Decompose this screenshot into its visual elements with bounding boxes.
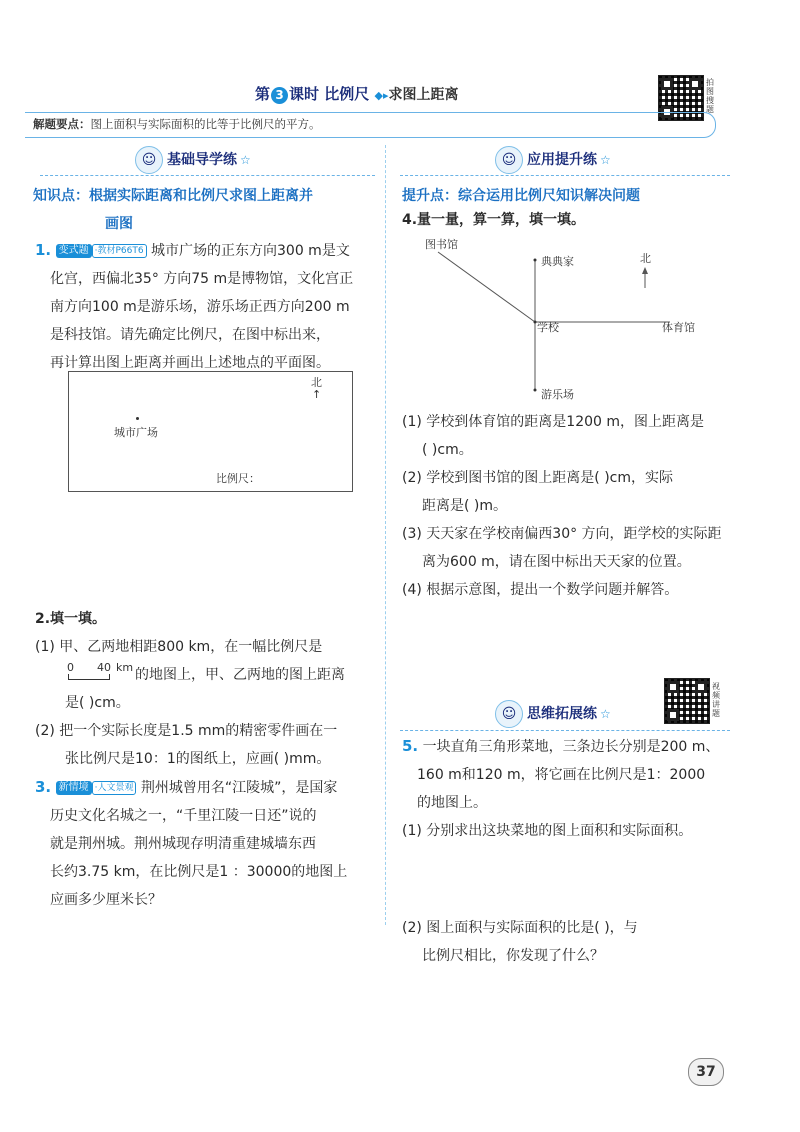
north-arrow-icon: ↑ bbox=[312, 388, 322, 401]
qr-label: 拍图搜题 bbox=[706, 78, 714, 114]
star-icon: ☆ bbox=[600, 153, 611, 167]
scale-bar bbox=[68, 674, 110, 680]
section-extend-header: ☺ 思维拓展练 ☆ bbox=[495, 700, 611, 728]
section-basic-header: ☺ 基础导学练 ☆ bbox=[135, 146, 251, 174]
qr-video-label: 视频讲题 bbox=[712, 682, 720, 718]
tag-new-context: 新情境 bbox=[56, 781, 92, 795]
north-arrow-icon bbox=[642, 267, 648, 274]
section-divider bbox=[400, 730, 730, 731]
question-2: 2.填一填。 (1) 甲、乙两地相距800 km，在一幅比例尺是 0 40 km 的地图上，甲、乙两地的图上距离 是( )cm。 (2) 把一个实际长度是1.5 mm的精密零件画在一 张比例尺是10：1的图纸上，应画( )mm。 bbox=[35, 611, 345, 767]
question-3: 3. 新情境 ·人文景观 荆州城曾用名“江陵城”，是国家 历史文化名城之一，“千里江陵一日还”说的 就是荆州城。荆州城现存明清重建城墙东西 长约3.75 km，在比例尺是1 ：30000的地图上 应画多少厘米长？ bbox=[35, 778, 348, 908]
lesson-subtitle: 求图上距离 bbox=[388, 87, 459, 103]
lesson-title: 第 3 课时 比例尺 ◆▸求图上距离 bbox=[255, 85, 459, 103]
school-label: 学校 bbox=[537, 321, 559, 334]
qr-code-video-icon[interactable] bbox=[664, 678, 710, 724]
map-north-label: 北 bbox=[640, 252, 651, 265]
mascot-icon: ☺ bbox=[135, 146, 163, 174]
library-label: 图书馆 bbox=[425, 238, 458, 251]
scale-label: 比例尺： bbox=[216, 472, 260, 485]
page-number: 37 bbox=[688, 1058, 724, 1086]
park-label: 游乐场 bbox=[541, 388, 574, 401]
mascot-icon: ☺ bbox=[495, 146, 523, 174]
line-library bbox=[438, 252, 535, 322]
section-divider bbox=[400, 175, 730, 176]
home-label: 典典家 bbox=[541, 255, 574, 268]
lesson-number-badge: 3 bbox=[271, 87, 288, 104]
section-apply-header: ☺ 应用提升练 ☆ bbox=[495, 146, 611, 174]
north-label: 北 bbox=[311, 376, 322, 389]
dot-home bbox=[534, 259, 537, 262]
tag-variant: 变式题 bbox=[56, 244, 92, 258]
star-icon: ☆ bbox=[600, 707, 611, 721]
question-5: 5. 一块直角三角形菜地，三条边长分别是200 m、 160 m和120 m，将它画在比例尺是1：2000 的地图上。 (1) 分别求出这块菜地的图上面积和实际面积。 bbox=[402, 737, 720, 839]
plaza-dot bbox=[136, 417, 139, 420]
question-5-part-2: (2) 图上面积与实际面积的比是( )，与 比例尺相比，你发现了什么？ bbox=[402, 920, 638, 964]
question-4-head: 4.量一量，算一算，填一填。 bbox=[402, 212, 586, 228]
mascot-icon: ☺ bbox=[495, 700, 523, 728]
section-divider bbox=[40, 175, 375, 176]
knowledge-point: 知识点：根据实际距离和比例尺求图上距离并 画图 bbox=[33, 188, 313, 232]
column-divider bbox=[385, 145, 386, 925]
diamond-icon: ◆▸ bbox=[374, 89, 389, 102]
gym-label: 体育馆 bbox=[662, 321, 695, 334]
improvement-point: 提升点：综合运用比例尺知识解决问题 bbox=[402, 188, 640, 204]
dot-park bbox=[534, 389, 537, 392]
question-1: 1. 变式题 ·教材P66T6 城市广场的正东方向300 m是文 化宫，西偏北35° 方向75 m是博物馆，文化宫正 南方向100 m是游乐场，游乐场正西方向200 m 是科技馆。请先确定比例尺，在图中标出来， 再计算出图上距离并画出上述地点的平面图。 bbox=[35, 241, 354, 371]
plaza-label: 城市广场 bbox=[114, 426, 158, 439]
star-icon: ☆ bbox=[240, 153, 251, 167]
tip-text: 解题要点：图上面积与实际面积的比等于比例尺的平方。 bbox=[33, 117, 321, 131]
question-4-parts: (1) 学校到体育馆的距离是1200 m，图上距离是 ( )cm。 (2) 学校到图书馆的图上距离是( )cm，实际 距离是( )m。 (3) 天天家在学校南偏西30° 方向，距学校的实际距 离为600 m，请在图中标出天天家的位置。 (4) 根据示意图，提出一个数学问题并解答。 bbox=[402, 414, 722, 598]
